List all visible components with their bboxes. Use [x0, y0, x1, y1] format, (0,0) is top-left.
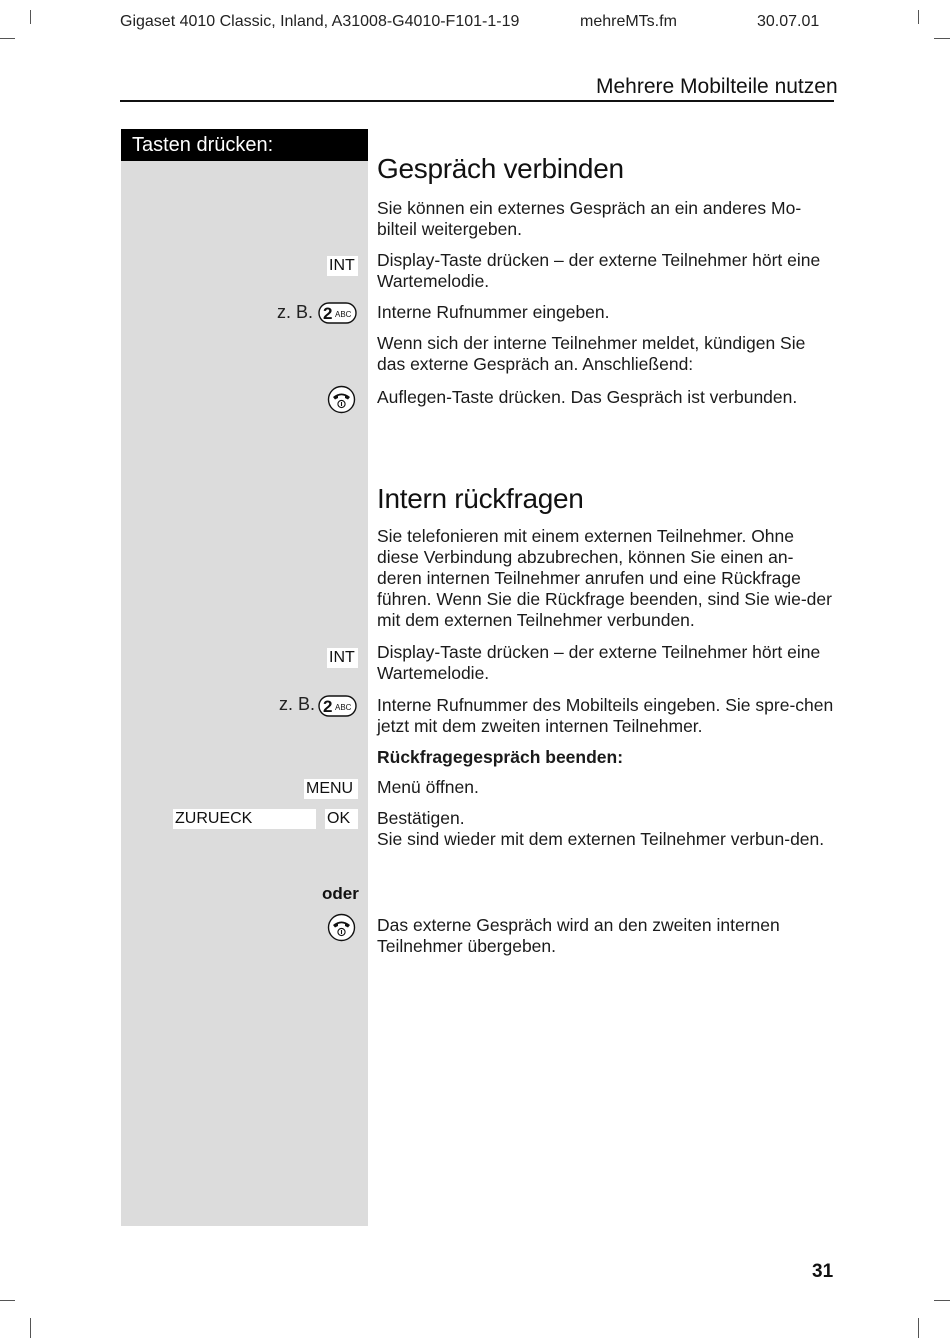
svg-text:2: 2 — [323, 304, 333, 323]
hang-up-key-icon — [327, 913, 356, 947]
or-label: oder — [322, 884, 359, 903]
section-title: Mehrere Mobilteile nutzen — [596, 75, 838, 98]
crop-mark — [934, 38, 950, 39]
section2-step-number-text: Interne Rufnummer des Mobilteils eingeben. Sie spre-chen jetzt mit dem zweiten internen Teilnehmer. — [377, 695, 834, 736]
section1-title: Gespräch verbinden — [377, 153, 624, 184]
header-file-name: mehreMTs.fm — [580, 13, 677, 30]
crop-mark — [918, 10, 919, 24]
section1-step-int-text: Display-Taste drücken – der externe Teilnehmer hört eine Wartemelodie. — [377, 250, 821, 291]
example-prefix: z. B. — [277, 302, 314, 322]
section2-step-ok-line2: Sie sind wieder mit dem externen Teilnehmer verbun-den. — [377, 829, 825, 849]
key-column — [121, 129, 368, 1226]
menu-display-key: MENU — [304, 779, 358, 799]
crop-mark — [0, 38, 15, 39]
section2-step-int-text: Display-Taste drücken – der externe Teilnehmer hört eine Wartemelodie. — [377, 642, 821, 683]
section1-step-hangup-text: Auflegen-Taste drücken. Das Gespräch ist verbunden. — [377, 387, 798, 407]
example-prefix: z. B. — [279, 694, 316, 714]
crop-mark — [934, 1300, 950, 1301]
key-column-header: Tasten drücken: — [121, 129, 368, 161]
svg-text:ABC: ABC — [335, 310, 352, 319]
page-number: 31 — [812, 1261, 834, 1282]
section2-step-menu-text: Menü öffnen. — [377, 777, 479, 797]
section1-intro: Sie können ein externes Gespräch an ein anderes Mo-bilteil weitergeben. — [377, 198, 802, 239]
section1-note: Wenn sich der interne Teilnehmer meldet, kündigen Sie das externe Gespräch an. Anschließend: — [377, 333, 806, 374]
ok-display-key: OK — [325, 809, 358, 829]
hang-up-key-icon — [327, 385, 356, 419]
svg-text:ABC: ABC — [335, 703, 352, 712]
section1-step-number-text: Interne Rufnummer eingeben. — [377, 302, 610, 322]
display-left-softkey: ZURUECK — [173, 809, 316, 829]
section2-step-hangup-text: Das externe Gespräch wird an den zweiten internen Teilnehmer übergeben. — [377, 915, 780, 956]
section2-subheading: Rückfragegespräch beenden: — [377, 747, 624, 767]
crop-mark — [918, 1318, 919, 1338]
svg-text:2: 2 — [323, 697, 333, 716]
int-display-key: INT — [327, 256, 358, 276]
section2-intro: Sie telefonieren mit einem externen Teilnehmer. Ohne diese Verbindung abzubrechen, können Sie einen an-deren internen Teilnehmer anrufen und eine Rückfrage führen. Wenn Sie die Rückfrage beenden, sind Sie wie-der mit dem externen Teilnehmer verbunden. — [377, 526, 832, 630]
section2-step-ok-line1: Bestätigen. — [377, 808, 465, 828]
crop-mark — [30, 10, 31, 24]
section2-title: Intern rückfragen — [377, 483, 584, 514]
digit-2-key-icon — [318, 695, 358, 722]
header-file-info: Gigaset 4010 Classic, Inland, A31008-G4010-F101-1-19 — [120, 13, 520, 30]
digit-2-key-icon — [318, 302, 358, 329]
int-display-key: INT — [327, 648, 358, 668]
crop-mark — [0, 1300, 15, 1301]
header-rule — [120, 100, 834, 102]
header-date: 30.07.01 — [757, 13, 820, 30]
crop-mark — [30, 1318, 31, 1338]
